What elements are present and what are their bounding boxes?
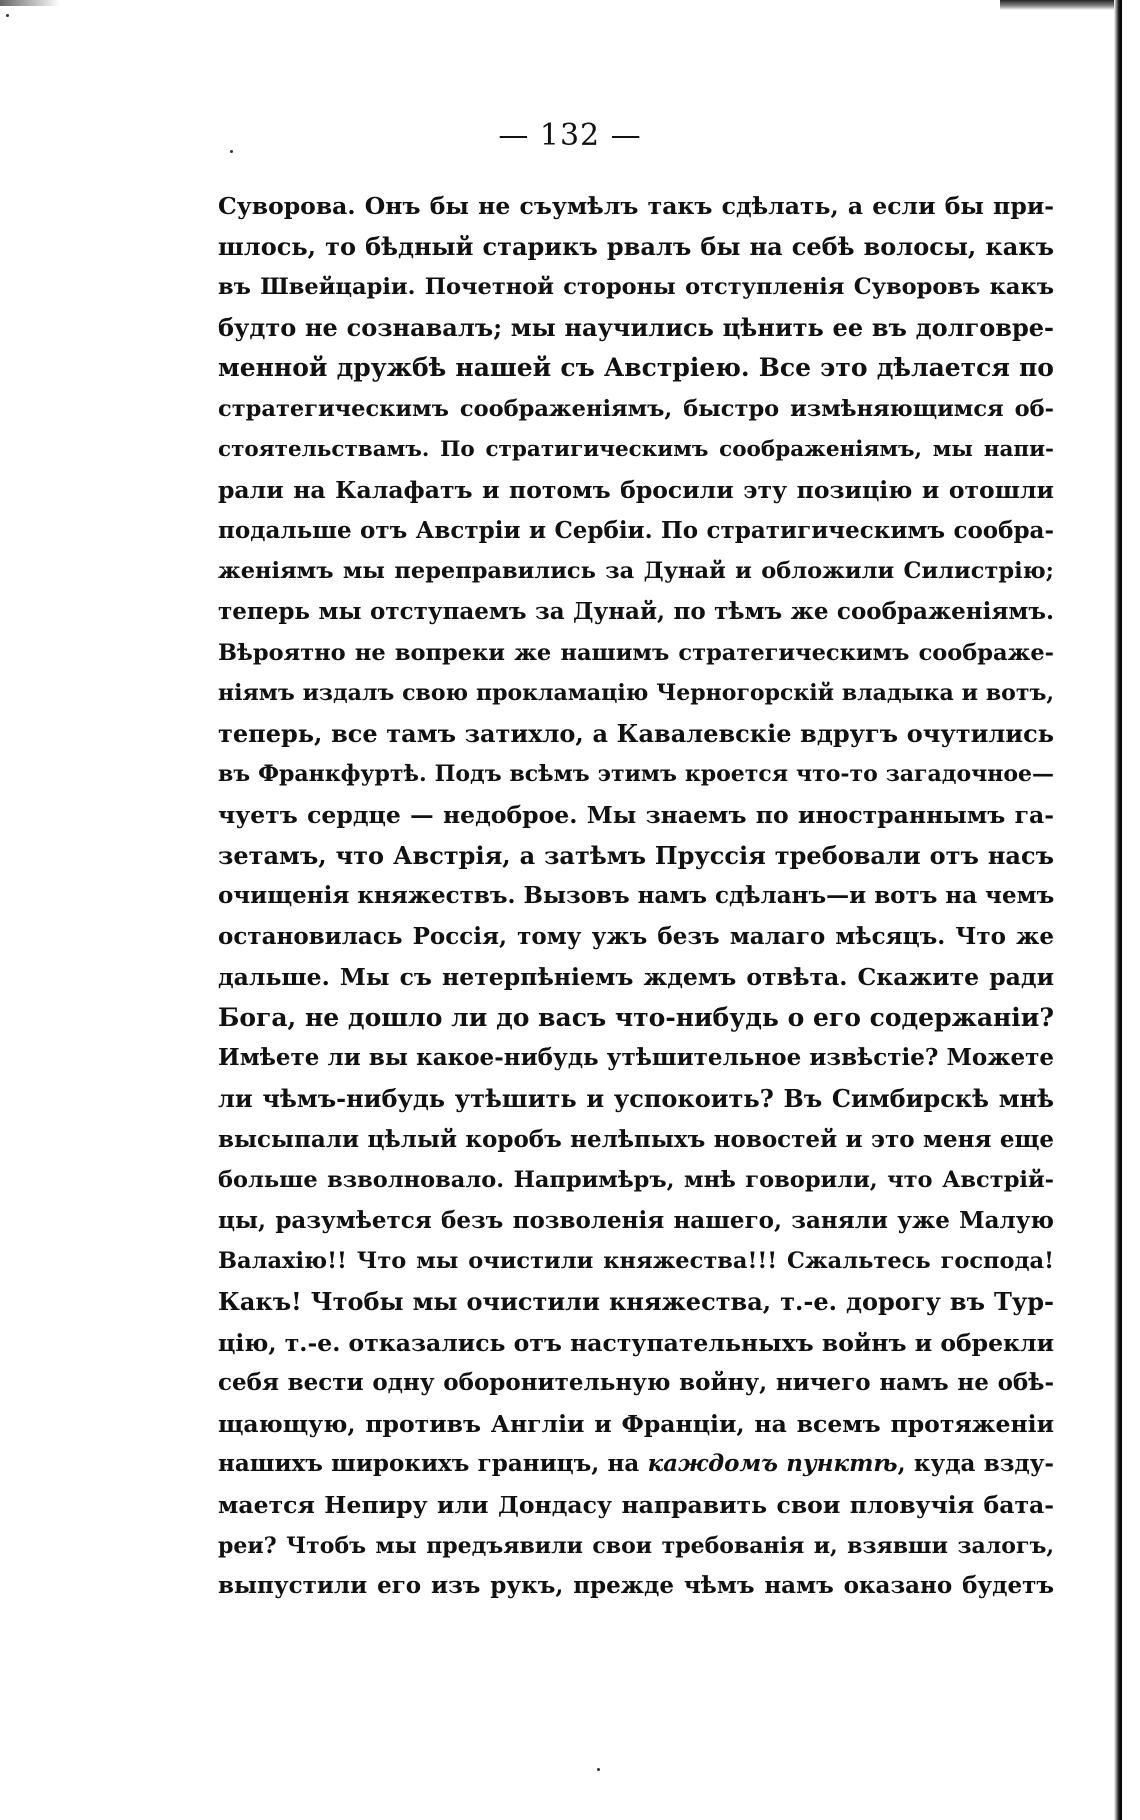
text-line: зетамъ, что Австрія, а затѣмъ Пруссія требовали отъ насъ	[218, 840, 1054, 870]
scan-edge-right	[1114, 0, 1122, 1820]
text-line: въ Франкфуртѣ. Подъ всѣмъ этимъ кроется что-то загадочное—	[218, 761, 1054, 788]
scan-speck	[6, 14, 9, 17]
text-line: мается Непиру или Дондасу направить свои пловучія бата-	[218, 1491, 1054, 1519]
text-line: цы, разумѣется безъ позволенія нашего, заняли уже Малую	[218, 1206, 1054, 1234]
text-line: женіямъ мы переправились за Дунай и обложили Силистрію;	[218, 558, 1054, 585]
text-line-with-italic	[218, 1444, 1054, 1485]
text-line: въ Швейцаріи. Почетной стороны отступленія Суворовъ какъ	[218, 274, 1054, 301]
text-line: теперь мы отступаемъ за Дунай, по тѣмъ же соображеніямъ.	[218, 597, 1054, 625]
text-line: остановилась Россія, тому ужъ безъ малаго мѣсяцъ. Что же	[218, 922, 1054, 950]
text-line: менной дружбѣ нашей съ Австріею. Все это дѣлается по	[218, 353, 1054, 383]
text-line: Бога, не дошло ли до васъ что-нибудь о его содержаніи?	[218, 1002, 1054, 1032]
text-line: реи? Чтобъ мы предъявили свои требованія и, взявши залогъ,	[218, 1532, 1054, 1559]
text-line: высыпали цѣлый коробъ нелѣпыхъ новостей и это меня еще	[218, 1125, 1054, 1153]
body-text	[218, 186, 1054, 1607]
text-line: очищенія княжествъ. Вызовъ намъ сдѣланъ—и вотъ на чемъ	[218, 882, 1054, 910]
text-line: себя вести одну оборонительную войну, ничего намъ не обѣ-	[218, 1369, 1054, 1397]
text-line: цію, т.-е. отказались отъ наступательныхъ войнъ и обрекли	[218, 1328, 1054, 1357]
italic-phrase: каждомъ пунктѣ	[647, 1450, 898, 1478]
text-line: дальше. Мы съ нетерпѣніемъ ждемъ отвѣта. Скажите ради	[218, 963, 1054, 992]
page-number: — 132 —	[498, 118, 642, 153]
text-segment: , куда взду-	[897, 1450, 1054, 1478]
text-line: теперь, все тамъ затихло, а Кавалевскіе вдругъ очутились	[218, 718, 1054, 748]
text-line: ніямъ издалъ свою прокламацію Черногорскій владыка и вотъ,	[218, 680, 1054, 707]
text-line: подальше отъ Австріи и Сербіи. По стратигическимъ сообра-	[218, 516, 1054, 544]
text-line: Какъ! Чтобы мы очистили княжества, т.-е. дорогу въ Тур-	[218, 1287, 1054, 1317]
text-segment: нашихъ широкихъ границъ, на	[218, 1450, 648, 1478]
text-line: стоятельствамъ. По стратигическимъ соображеніямъ, мы напи-	[218, 436, 1054, 462]
text-line: больше взволновало. Напримѣръ, мнѣ говорили, что Австрій-	[218, 1167, 1054, 1194]
text-line: выпустили его изъ рукъ, прежде чѣмъ намъ оказано будетъ	[218, 1572, 1054, 1600]
text-line: Суворова. Онъ бы не съумѣлъ такъ сдѣлать, а если бы при-	[218, 192, 1054, 220]
text-line: Валахію!! Что мы очистили княжества!!! Сжальтесь господа!	[218, 1248, 1054, 1275]
scan-speck	[597, 1768, 600, 1771]
text-line: рали на Калафатъ и потомъ бросили эту позицію и отошли	[218, 476, 1054, 505]
text-line: стратегическимъ соображеніямъ, быстро измѣняющимся об-	[218, 395, 1054, 422]
text-line: Вѣроятно не вопреки же нашимъ стратегическимъ соображе-	[218, 639, 1054, 666]
text-line: чуетъ сердце — недоброе. Мы знаемъ по иностраннымъ га-	[218, 800, 1054, 829]
text-line: Имѣете ли вы какое-нибудь утѣшительное извѣстіе? Можете	[218, 1044, 1054, 1072]
text-line: шлось, то бѣдный старикъ рвалъ бы на себѣ волосы, какъ	[218, 231, 1054, 261]
scan-edge-top-right	[1000, 0, 1120, 10]
text-line: будто не сознавалъ; мы научились цѣнить ее въ долговре-	[218, 312, 1054, 342]
text-line: щающую, противъ Англіи и Франціи, на всемъ протяженіи	[218, 1409, 1054, 1438]
text-line: ли чѣмъ-нибудь утѣшить и успокоить? Въ Симбирскѣ мнѣ	[218, 1084, 1054, 1114]
scan-edge-top-left	[0, 0, 60, 6]
